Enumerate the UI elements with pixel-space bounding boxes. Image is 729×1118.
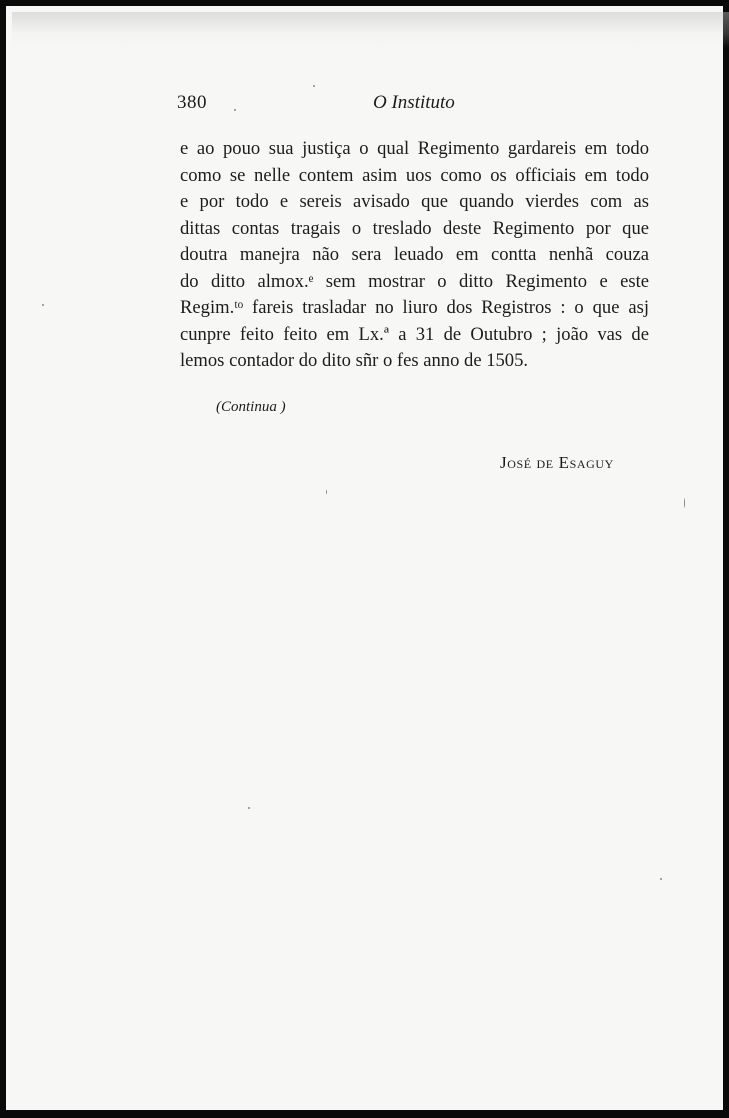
speck <box>684 498 685 508</box>
text-line: lemos contador do dito sñr o fes anno de 1505. <box>180 350 529 371</box>
speck <box>660 878 662 880</box>
text-line: dittas contas tragais o treslado deste Regimento por que <box>180 217 649 239</box>
continuation-note: (Continua ) <box>216 399 286 415</box>
body-text <box>180 136 649 375</box>
text-line: cunpre feito feito em Lx.ª a 31 de Outubro ; joão vas de <box>180 323 649 345</box>
text-line: doutra manejra não sera leuado em contta nenhã couza <box>180 244 649 265</box>
author-signature: José de Esaguy <box>500 453 614 472</box>
running-title: O Instituto <box>373 92 455 113</box>
text-line: do ditto almox.ᵉ sem mostrar o ditto Regimento e este <box>180 270 649 292</box>
speck <box>326 490 327 494</box>
text-line: e ao pouo sua justiça o qual Regimento gardareis em todo <box>180 138 649 159</box>
speck <box>248 807 250 809</box>
speck <box>42 304 44 306</box>
page-number: 380 <box>177 92 207 113</box>
page-header <box>177 92 649 122</box>
speck <box>313 85 315 87</box>
text-line: Regim.ᵗᵒ fareis trasladar no liuro dos Registros : o que asj <box>180 297 649 318</box>
text-line: e por todo e sereis avisado que quando vierdes com as <box>180 191 649 212</box>
text-line: como se nelle contem asim uos como os officiais em todo <box>180 164 649 186</box>
scan-shadow <box>12 12 729 48</box>
